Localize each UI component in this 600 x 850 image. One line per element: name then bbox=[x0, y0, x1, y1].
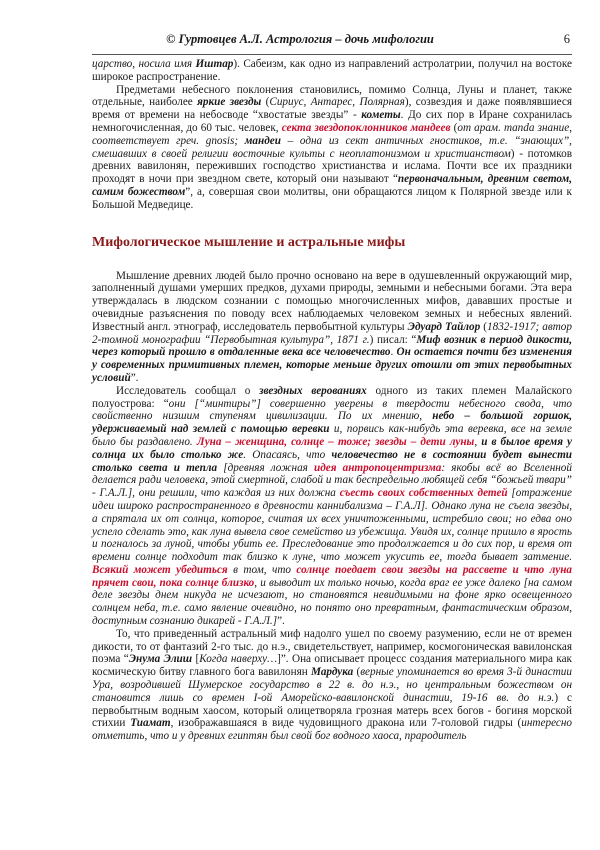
paragraph-3 bbox=[92, 270, 572, 385]
emphasis: мандеи bbox=[244, 134, 281, 147]
italic-text: от арам. manda знание, соответствует греч. gnosis; bbox=[92, 121, 572, 147]
text: ) - потомков древних вавилонян, переживших господство христианства и ислама. Почти все их праздники проходят в ночи при звездном свете, который они называют “ bbox=[92, 147, 572, 186]
emphasis: звездных верованиях bbox=[259, 384, 367, 397]
text: одного из таких племен Малайского полуострова: “ bbox=[92, 384, 573, 410]
text: ”, а, совершая свои молитвы, они обращаются лицом к Полярной звезде или к Большой Медведице. bbox=[92, 185, 572, 211]
text: ( bbox=[450, 121, 458, 134]
text: ) писал: “ bbox=[369, 333, 417, 346]
italic-text: . Опасаясь, что bbox=[243, 448, 332, 461]
text: То, что приведенный астральный миф надолго ушел по своему разумению, если не от времен дикости, то от фантазий 2-го тыс. до н.э., свидетельствует, например, космогоническая вавилонская поэма “ bbox=[92, 627, 572, 666]
italic-text: интересно отметить, что и у древних египтян был свой бог водного хаоса, прародитель bbox=[92, 717, 572, 743]
emphasis: Тиамат bbox=[130, 717, 171, 730]
text: Мышление древних людей было прочно основано на вере в одушевленный окружающий мир, заполненный душами умерших предков, духами природы, земными и небесными богами. Эта вера утверждалась в людском сознании с помощью многочисленных мифов, дававших простые и очевидные разъяснения по поводу всех наблюдаемых человеком земных и небесных явлений. Известный англ. этнограф, исследователь первобытной культуры bbox=[92, 269, 572, 333]
italic-text: 1832-1917; автор 2-томной монографии “Первобытная культура”, 1871 г. bbox=[92, 320, 572, 346]
text: ), созвездия и даже появлявшиеся время от времени на небосводе “хвостатые звезды” - bbox=[92, 96, 572, 122]
emphasis: Иштар bbox=[195, 58, 234, 70]
red-emphasis: Всякий может убедиться bbox=[92, 563, 228, 576]
page-header bbox=[0, 32, 600, 52]
red-emphasis: съесть своих собственных детей bbox=[339, 487, 508, 500]
text: , изображавшаяся в виде чудовищного дракона или 7-головой гидры ( bbox=[170, 717, 522, 730]
emphasis: небо – большой горшок, удерживаемый над землей с помощью веревки bbox=[92, 410, 572, 436]
italic-text: , bbox=[474, 435, 482, 448]
text: ”. bbox=[277, 615, 285, 628]
italic-text: верные упоминается во время 3-й династии Ура, возродившей Шумерское государство в 22 в. до н.э., но центральным божеством он становится лишь со времен I-ой Аморейско-вавилонской династии, 19-16 вв. до н.э. bbox=[92, 666, 572, 704]
red-emphasis: солнце поедает свои звезды на рассвете и что луна прячет свои, пока солнце близко bbox=[92, 563, 572, 589]
italic-text: они [“минтиры”] совершенно уверены в твердости небесного свода, что свойственно низшим ступеням цивилизации. По их мнению, bbox=[92, 397, 572, 423]
italic-text: Сириус, Антарес, Полярная bbox=[269, 96, 405, 109]
header-divider bbox=[92, 54, 572, 55]
italic-text: и, порвись как-нибудь эта веревка, все на земле было бы раздавлено. bbox=[92, 423, 572, 448]
emphasis: первоначальным, древним светом, самим божеством bbox=[92, 173, 573, 198]
red-emphasis: секта звездопоклонников мандеев bbox=[281, 121, 451, 134]
emphasis: Эдуард Тайлор bbox=[407, 320, 481, 333]
emphasis: и в былое время у солнца их было столько же bbox=[92, 435, 573, 461]
italic-text: , и выводит их только ночью, когда враг ее уже далеко [на самом деле звезды днем никуда не исчезают, но становятся невидимыми на фоне ярко освещенного солнцем неба, т.е. само явление очевидно, но понято оно превратным, фантастическим образом, доступным сознанию дикарей - Г.А.Л.] bbox=[92, 576, 572, 628]
section-heading: Мифологическое мышление и астральные мифы bbox=[92, 234, 406, 250]
italic-text: Когда наверху… bbox=[199, 653, 278, 666]
text: [ bbox=[192, 653, 200, 666]
emphasis: кометы bbox=[361, 109, 401, 122]
text: Исследователь сообщал о bbox=[116, 384, 260, 397]
paragraph-5 bbox=[92, 628, 572, 743]
text: Предметами небесного поклонения становились, помимо Солнца, Луны и планет, также отдельные, наиболее bbox=[92, 83, 572, 109]
emphasis: Мардука bbox=[311, 666, 354, 679]
text: ( bbox=[480, 320, 488, 333]
text: ( bbox=[353, 666, 361, 679]
italic-text: [древняя ложная bbox=[217, 461, 314, 474]
text: ). Сабеизм, как одно из направлений астролатрии, получил на востоке широкое распространение. bbox=[92, 58, 573, 83]
header-title: © Гуртовцев А.Л. Астрология – дочь мифологии bbox=[166, 32, 434, 46]
emphasis: яркие звезды bbox=[197, 96, 262, 109]
paragraph-2 bbox=[92, 84, 572, 212]
emphasis: Энума Элиш bbox=[128, 653, 193, 666]
italic-text: : якобы всё во Вселенной делается ради человека, этой смертной, слабой и так беспредельно любящей себя “божьей твари” - Г.А.Л.], они решили, что каждая из них должна bbox=[92, 461, 572, 500]
document-body bbox=[92, 58, 572, 743]
paragraph-1 bbox=[92, 58, 572, 84]
italic-text: в том, что bbox=[227, 563, 297, 576]
text: ”. bbox=[130, 371, 139, 384]
emphasis: человечество не в состоянии будет вынести столько света и тепла bbox=[92, 448, 572, 474]
text: ( bbox=[261, 96, 270, 109]
italic-text: [отражение идеи широко распространенного в древности каннибализма – Г.А.Л]. Однако луна не съела звезды, а спрятала их от солнца, которое, считая их всех уничтоженными, истребило свои; но едва оно успело сделать это, как луна вывела свое семейство из убежища. Увидя их, солнце пришло в ярость и погналось за луной, чтобы убить ее. Преследование это продолжается и до сих пор, и время от времени солнце подходит так близко к луне, что может укусить ее, тогда бывает затмение. bbox=[92, 487, 572, 564]
red-emphasis: идея антропоцентризма bbox=[314, 461, 442, 474]
italic-text: – одна из сект античных гностиков, т.е. “знающих”, смешавших в своей религии восточные культы с неоплатонизмом и христианством bbox=[92, 134, 572, 160]
emphasis: Он остается почти без изменения у современных примитивных племен, которые меньше других отошли от этих первобытных условий bbox=[92, 346, 573, 384]
text: ]”. Она описывает процесс создания материального мира как космическую битву главного бога вавилонян bbox=[92, 653, 572, 679]
paragraph-4 bbox=[92, 385, 572, 628]
text: ) с первобытным водным хаосом, который олицетворяла грозная матерь всех богов - богиня морской стихии bbox=[92, 691, 572, 730]
text: царство, носила имя bbox=[92, 58, 196, 70]
page-number: 6 bbox=[563, 32, 570, 46]
text: . До сих пор в Иране сохранилась немногочисленная, до 60 тыс. человек, bbox=[92, 109, 572, 134]
text: . bbox=[390, 346, 397, 359]
red-emphasis: Луна – женщина, солнце – тоже; звезды – дети луны bbox=[196, 435, 475, 448]
emphasis: Миф возник в период дикости, через который прошло в отдаленные века все человечество bbox=[92, 333, 572, 359]
